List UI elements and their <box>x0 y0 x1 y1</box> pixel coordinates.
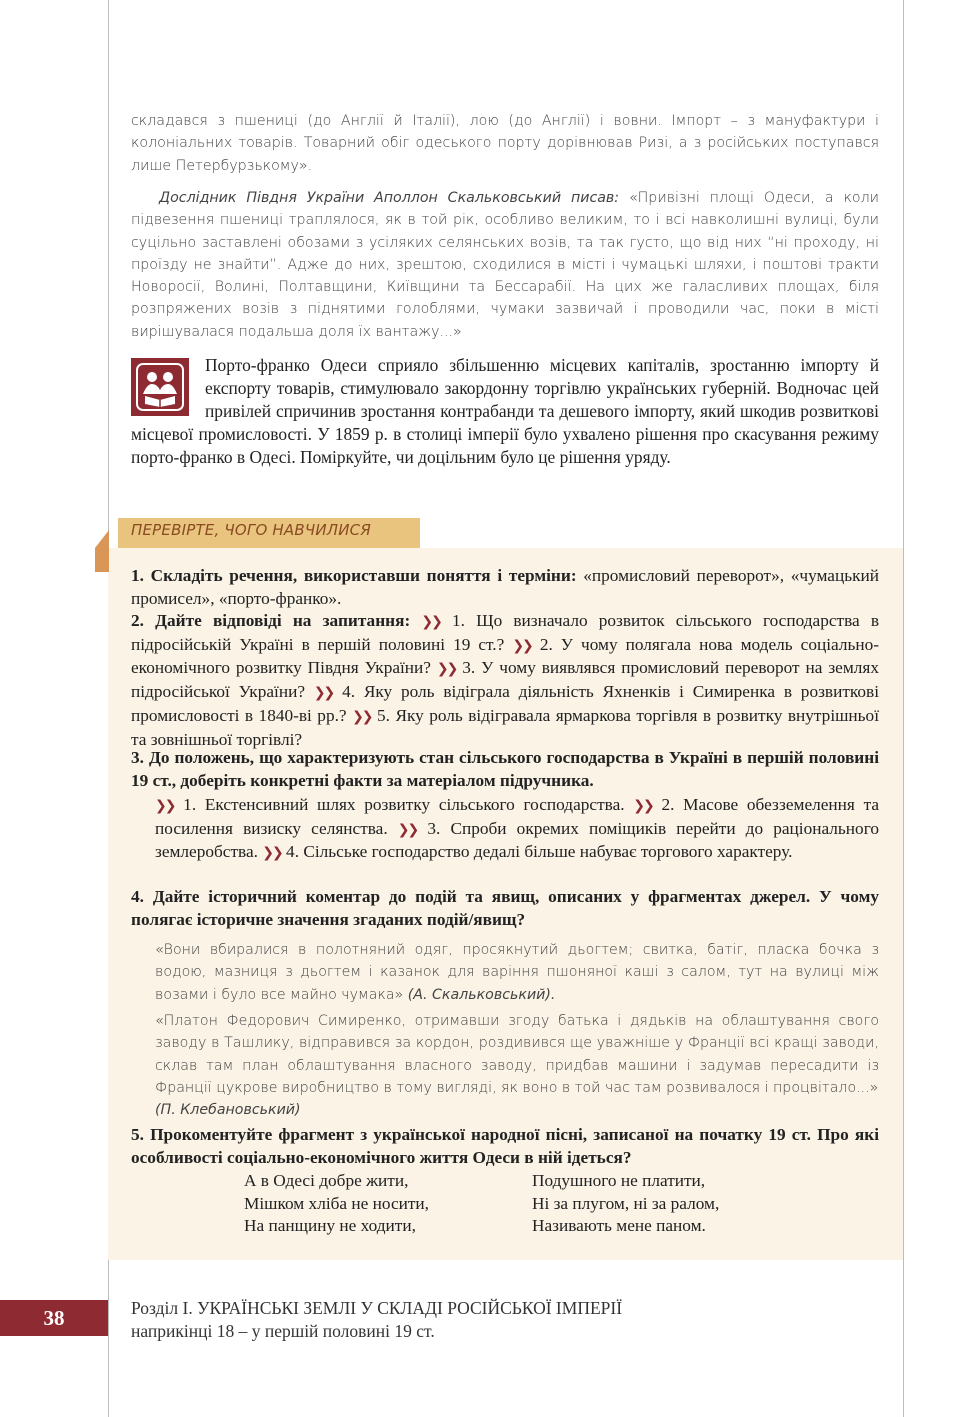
question-3-prompt: До положень, що характеризують стан сільського господарства в Україні в першій половині 19 ст., доберіть конкретні факти за матеріалом підручника. <box>131 748 879 790</box>
arrow-icon: ❯❯ <box>313 685 334 702</box>
arrow-icon: ❯❯ <box>155 798 175 814</box>
source-quote-2: «Платон Федорович Симиренко, отримавши згоду батька і дядьків на облаштування свого заводу в Ташлику, відправився за кордон, роздивився ще уважніше у Франції всі кращі заводи, склав там план облаштування власного заводу, придбав машини і задумав пересадити із Франції цукрове виробництво в тому вигляді, як воно в той час там розвивалося і процвітало...» (П. Клебановський) <box>155 1013 879 1119</box>
footer-chapter-subtitle: наприкінці 18 – у першій половині 19 ст. <box>131 1321 435 1341</box>
arrow-icon: ❯❯ <box>633 798 653 814</box>
tab-fold-edge <box>95 548 109 572</box>
section-title: ПЕРЕВІРТЕ, ЧОГО НАВЧИЛИСЯ <box>131 521 371 539</box>
question-2: 2. Дайте відповіді на запитання: ❯❯ 1. Що визначало розвиток сільського господарства в підросійській Україні в першій половині 19 ст.? ❯❯ 2. У чому полягала нова модель соціально-економічного розвитку Півдня України? ❯❯ 3. У чому виявлявся промисловий переворот на землях підросійської України? ❯❯ 4. Яку роль відіграла діяльність Яхненків і Симиренка в розвиткові промисловості в 1840-ві рр.? ❯❯ 5. Яку роль відігравала ярмаркова торгівля в розвитку внутрішньої та зовнішньої торгівлі? <box>131 611 880 749</box>
question-3: 3. До положень, що характеризують стан сільського господарства в Україні в першій половині 19 ст., доберіть конкретні факти за матеріалом підручника. <box>131 748 879 790</box>
poem-line: На панщину не ходити, <box>244 1216 416 1236</box>
arrow-icon: ❯❯ <box>436 661 457 678</box>
question-5-prompt: Прокоментуйте фрагмент з української народної пісні, записаної на початку 19 ст. Про які особливості соціально-економічного життя Одеси в ній ідеться? <box>131 1125 879 1167</box>
question-4-prompt: Дайте історичний коментар до подій та явищ, описаних у фрагментах джерел. У чому полягає історичне значення згаданих подій/явищ? <box>131 887 879 929</box>
poem-right-column <box>532 1170 719 1238</box>
poem-line: А в Одесі добре жити, <box>244 1171 409 1190</box>
poem-line: Ні за плугом, ні за ралом, <box>532 1193 720 1213</box>
arrow-icon: ❯❯ <box>397 821 418 838</box>
page-number: 38 <box>0 1300 108 1336</box>
footer-chapter-title: Розділ I. УКРАЇНСЬКІ ЗЕМЛІ У СКЛАДІ РОСІЙСЬКОЇ ІМПЕРІЇ <box>131 1298 623 1318</box>
running-footer <box>131 1297 622 1343</box>
task-paragraph <box>131 354 879 469</box>
poem-left-column <box>244 1170 429 1238</box>
question-1-prompt: Складіть речення, використавши поняття і терміни: <box>150 566 577 585</box>
question-1: 1. Складіть речення, використавши поняття і терміни: «промисловий переворот», «чумацький промисел», «порто-франко». <box>131 566 879 608</box>
paragraph-text: складався з пшениці (до Англії й Італії), лою (до Англії) і вовни. Імпорт – з мануфактури і колоніальних товарів. Товарний обіг одеського порту дорівнював Ризі, а з російських поступався лише Петербурзькому». <box>131 113 879 174</box>
poem-line: Мішком хліба не носити, <box>244 1193 430 1213</box>
question-5: 5. Прокоментуйте фрагмент з української народної пісні, записаної на початку 19 ст. Про які особливості соціально-економічного життя Одеси в ній ідеться? <box>131 1125 879 1167</box>
quote-text: «Привізні площі Одеси, а коли підвезення пшениці траплялося, як в той рік, особливо великим, то і всі навколишні вулиці, були суцільно заставлені обозами з усіляких селянських возів, та так густо, що від них “ні проходу, ні проїзду не знайти”. Адже до них, зрештою, сходилися в місті і чумацькі шляхи, і поштові тракти Новоросії, Волині, Полтавщини, Київщини та Бессарабії. На цих же галасливих площах, біля розпряжених возів з піднятими голоблями, чумаки зазвичай і проводили час, поки в місті вирішувалася подальша доля їх вантажу...» <box>131 190 879 340</box>
arrow-icon: ❯❯ <box>352 708 372 725</box>
arrow-icon: ❯❯ <box>512 637 532 654</box>
arrow-icon: ❯❯ <box>262 845 282 862</box>
arrow-icon: ❯❯ <box>421 614 441 630</box>
task-paragraph-text: Порто-франко Одеси сприяло збільшенню місцевих капіталів, зростанню імпорту й експорту товарів, стимулювало закордонну торгівлю українських губерній. Водночас цей привілей спричинив зростання контрабанди та дешевого імпорту, який шкодив розвиткові місцевої промисловості. У 1859 р. в столиці імперії було ухвалено рішення про скасування режиму порто-франко в Одесі. Поміркуйте, чи доцільним було це рішення уряду. <box>131 355 879 467</box>
source-quote-1: «Вони вбиралися в полотняний одяг, просякнутий дьогтем; свитка, батіг, пласка бочка з водою, мазниця з дьогтем і казанок для варіння пшоняної каші з салом, тут на вулиці між возами і було все майно чумака» (А. Скальковський). <box>155 942 879 1003</box>
poem-line: Подушного не платити, <box>532 1171 706 1190</box>
quote-author: Дослідник Півдня України Аполлон Скальковський писав: <box>159 190 620 206</box>
question-4: 4. Дайте історичний коментар до подій та явищ, описаних у фрагментах джерел. У чому полягає історичне значення згаданих подій/явищ? <box>131 887 879 929</box>
question-1-text: «промисловий переворот», «чумацький промисел», «порто-франко». <box>131 566 879 608</box>
question-2-prompt: Дайте відповіді на запитання: <box>155 611 411 630</box>
poem-line: Називають мене паном. <box>532 1216 706 1236</box>
question-3-facts: ❯❯ 1. Екстенсивний шлях розвитку сільського господарства. ❯❯ 2. Масове обезземелення та посилення визиску селянства. ❯❯ 3. Спроби окремих поміщиків перейти до раціонального землеробства. ❯❯ 4. Сільське господарство дедалі більше набуває торгового характеру. <box>155 795 879 862</box>
right-margin-line <box>903 0 904 1417</box>
tab-fold <box>95 530 109 548</box>
paragraph-quote <box>131 187 879 343</box>
quote-source: (П. Клебановський) <box>155 1102 301 1119</box>
quote-source: (А. Скальковський). <box>403 986 556 1003</box>
